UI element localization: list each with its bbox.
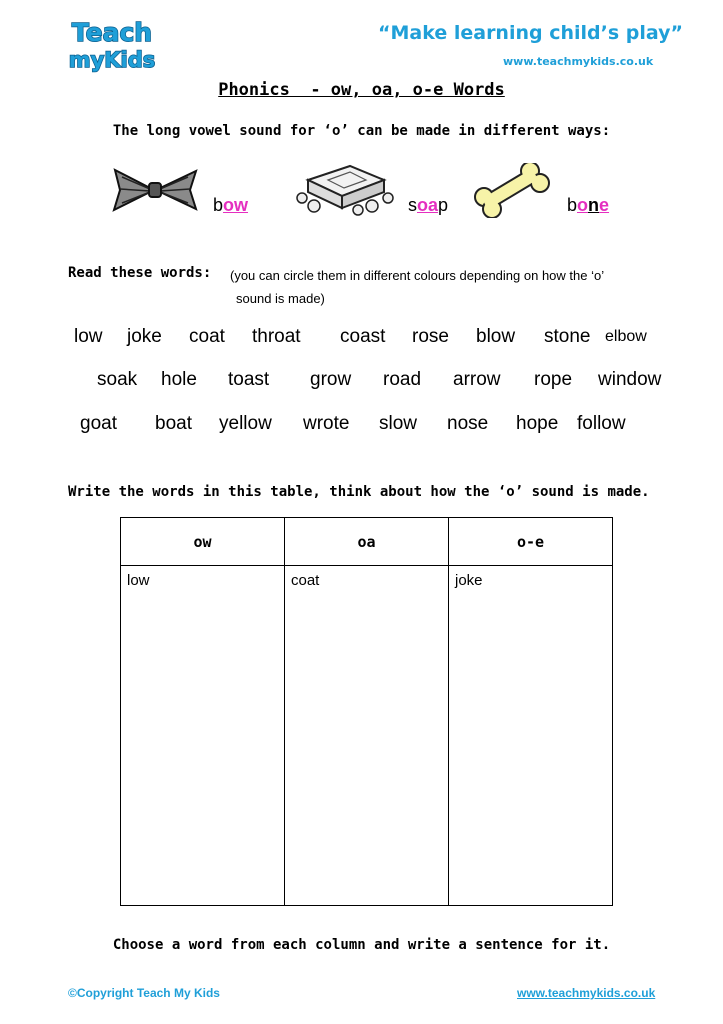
word-bank-item: coat [189, 326, 225, 347]
table-cell-text: coat [291, 572, 320, 589]
example-word-bone: bone [567, 195, 610, 215]
read-words-note-cont: sound is made) [236, 291, 325, 306]
svg-text:myKids: myKids [68, 48, 156, 72]
word-bank-item: arrow [453, 369, 501, 390]
oa-column-cell[interactable] [285, 566, 449, 906]
word-bank-item: yellow [219, 413, 272, 434]
word-bank-item: elbow [605, 328, 647, 345]
column-header-o-e: o-e [449, 518, 613, 566]
word-bank-item: window [598, 369, 662, 390]
tagline: “Make learning child’s play” [378, 22, 683, 44]
word-bank-item: rope [534, 369, 573, 390]
read-words-label: Read these words: [68, 265, 212, 281]
read-words-note: (you can circle them in different colours depending on how the ‘o’ [230, 268, 605, 283]
column-header-ow: ow [121, 518, 285, 566]
word-bank-item: hole [161, 369, 197, 390]
table-row [121, 566, 613, 906]
copyright-text: ©Copyright Teach My Kids [68, 986, 220, 1000]
bow-icon [110, 165, 200, 215]
teach-my-kids-logo [62, 14, 166, 74]
bone-icon [472, 163, 552, 218]
sorting-table [120, 517, 613, 906]
intro-text: The long vowel sound for ‘o’ can be made in different ways: [112, 123, 611, 139]
word-bank-item: boat [155, 413, 192, 434]
table-cell-text: joke [455, 572, 483, 589]
word-bank-item: coast [340, 326, 386, 347]
o-e-column-cell[interactable] [449, 566, 613, 906]
word-bank-item: road [383, 369, 422, 390]
word-bank-item: nose [447, 413, 489, 434]
table-cell-text: low [127, 572, 150, 589]
sentence-instruction: Choose a word from each column and write a sentence for it. [112, 937, 611, 953]
table-header-row [121, 518, 613, 566]
word-bank-item: throat [252, 326, 301, 347]
word-bank-item: blow [476, 326, 516, 347]
word-bank-item: low [74, 326, 103, 347]
soap-icon [288, 158, 398, 218]
word-bank-item: soak [97, 369, 138, 390]
word-bank-item: grow [310, 369, 352, 390]
word-bank-item: goat [80, 413, 117, 434]
word-bank-item: hope [516, 413, 559, 434]
example-word-bow: bow [213, 195, 249, 215]
word-bank-item: rose [412, 326, 449, 347]
word-bank-item: joke [127, 326, 162, 347]
word-bank-item: slow [379, 413, 418, 434]
footer-website-link[interactable]: www.teachmykids.co.uk [517, 986, 656, 1000]
write-instruction: Write the words in this table, think about how the ‘o’ sound is made. [68, 484, 650, 500]
page-title: Phonics - ow, oa, o-e Words [218, 80, 505, 100]
example-word-soap: soap [408, 195, 449, 215]
word-bank-item: follow [577, 413, 626, 434]
header-website-link[interactable]: www.teachmykids.co.uk [503, 55, 654, 68]
word-bank-item: wrote [303, 413, 350, 434]
word-bank-item: stone [544, 326, 591, 347]
word-bank-item: toast [228, 369, 270, 390]
ow-column-cell[interactable] [121, 566, 285, 906]
column-header-oa: oa [285, 518, 449, 566]
svg-text:Teach: Teach [71, 18, 153, 47]
